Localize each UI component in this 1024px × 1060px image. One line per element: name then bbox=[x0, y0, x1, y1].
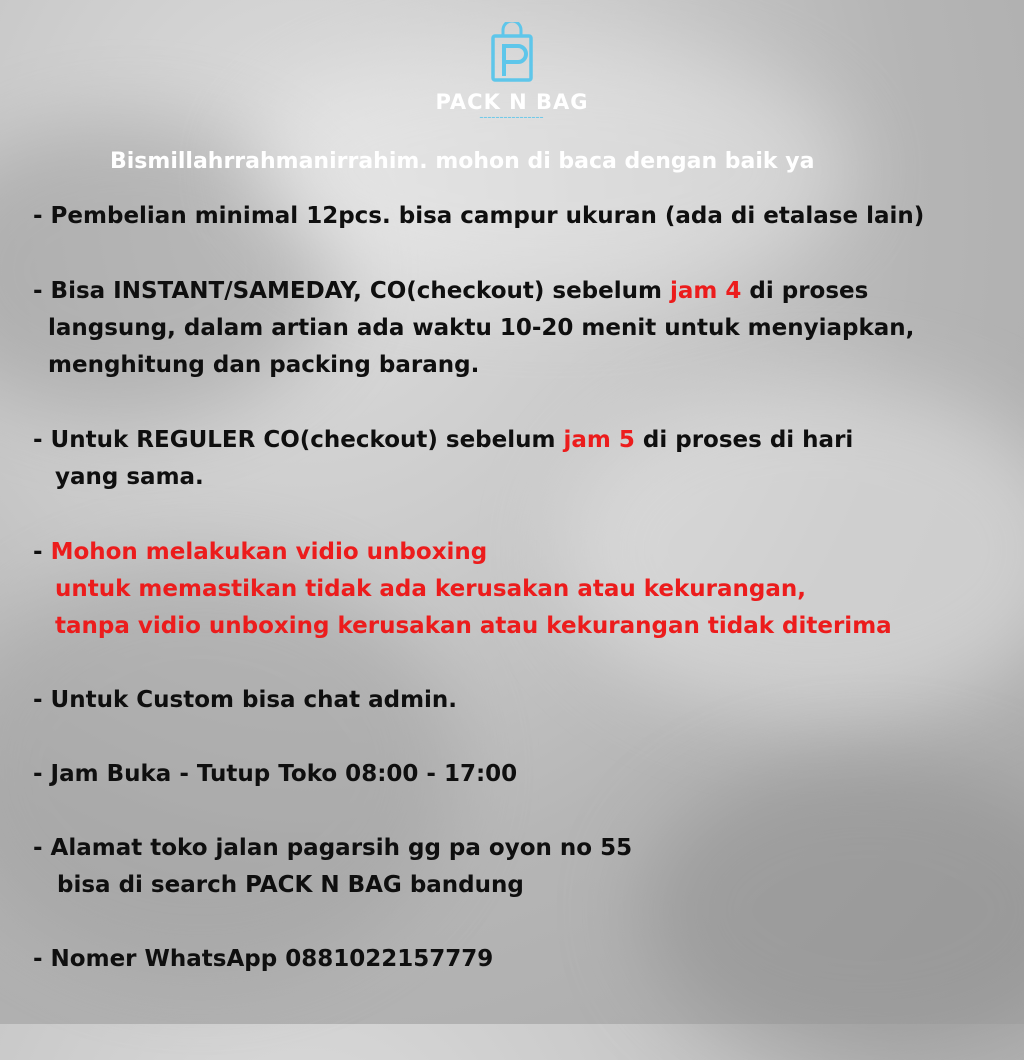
rule-reguler-text-end: di proses di hari bbox=[634, 427, 854, 453]
rule-instant-text: - Bisa INSTANT/SAMEDAY, CO(checkout) sebelum bbox=[33, 278, 670, 304]
rule-reguler-text: - Untuk REGULER CO(checkout) sebelum bbox=[33, 427, 564, 453]
rule-reguler-line2: yang sama. bbox=[55, 464, 204, 490]
rule-opening-hours: - Jam Buka - Tutup Toko 08:00 - 17:00 bbox=[33, 761, 518, 787]
rule-whatsapp: - Nomer WhatsApp 0881022157779 bbox=[33, 946, 494, 972]
rule-reguler-line1 bbox=[33, 422, 853, 459]
brand-name: PACK N BAG bbox=[435, 90, 589, 114]
rule-instant-text-end: di proses bbox=[741, 278, 869, 304]
brand-tagline-mark: ━━━━━━━━━━━━━━━━ bbox=[479, 115, 545, 121]
rule-minimum-order: - Pembelian minimal 12pcs. bisa campur ukuran (ada di etalase lain) bbox=[33, 203, 925, 229]
rule-address-line2: bisa di search PACK N BAG bandung bbox=[57, 872, 524, 898]
rule-unboxing-line2: untuk memastikan tidak ada kerusakan atau kekurangan, bbox=[55, 576, 807, 602]
rule-instant-highlight: jam 4 bbox=[669, 278, 742, 304]
rule-reguler-highlight: jam 5 bbox=[563, 427, 635, 453]
rule-unboxing-dash: - bbox=[33, 539, 51, 565]
rule-instant-line3: menghitung dan packing barang. bbox=[48, 352, 480, 378]
rule-address-line1: - Alamat toko jalan pagarsih gg pa oyon no 55 bbox=[33, 835, 633, 861]
rule-unboxing-line3: tanpa vidio unboxing kerusakan atau kekurangan tidak diterima bbox=[55, 613, 892, 639]
rule-instant-line1 bbox=[33, 273, 868, 310]
rule-unboxing-text: Mohon melakukan vidio unboxing bbox=[50, 539, 488, 565]
rule-unboxing-line1 bbox=[33, 534, 487, 571]
rule-instant-line2: langsung, dalam artian ada waktu 10-20 menit untuk menyiapkan, bbox=[48, 315, 915, 341]
rule-custom: - Untuk Custom bisa chat admin. bbox=[33, 687, 458, 713]
intro-text: Bismillahrrahmanirrahim. mohon di baca dengan baik ya bbox=[110, 149, 815, 174]
